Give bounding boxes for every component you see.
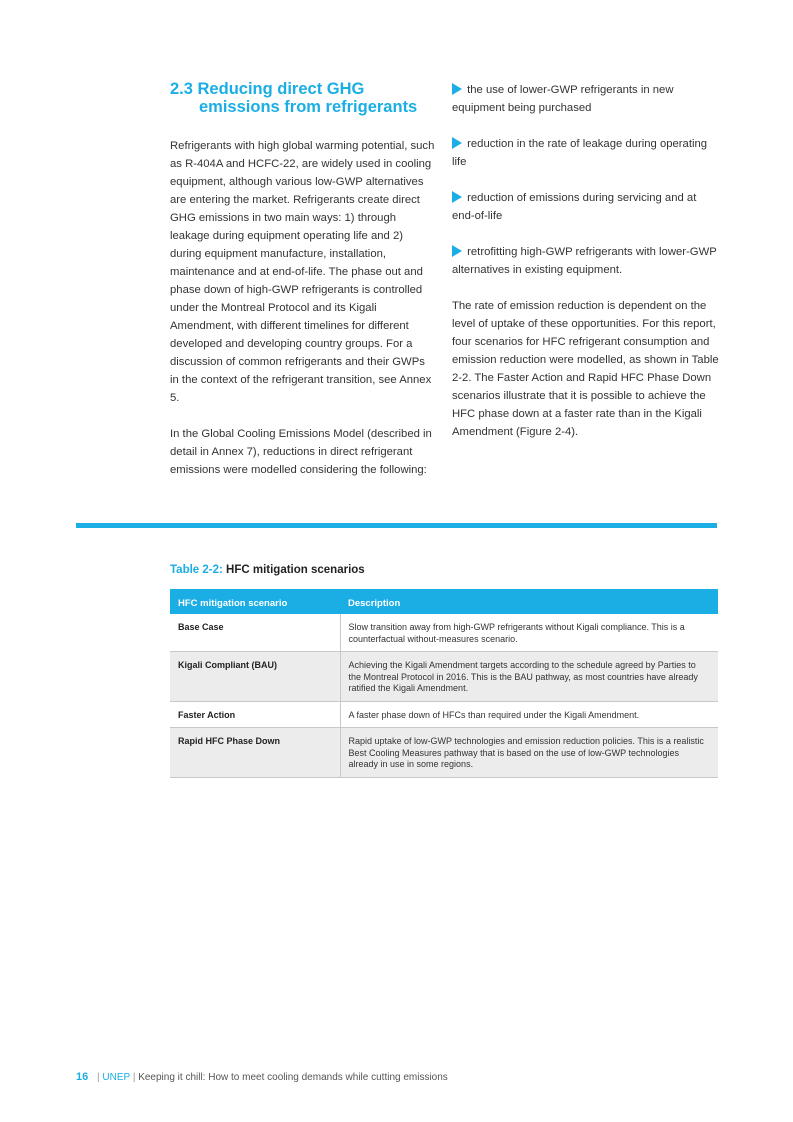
scenario-name: Base Case (170, 614, 340, 652)
table-caption (170, 564, 365, 576)
paragraph: In the Global Cooling Emissions Model (described in detail in Annex 7), reductions in direct refrigerant emissions were modelled considering the following: (170, 428, 432, 476)
scenario-description: Achieving the Kigali Amendment targets according to the schedule agreed by Parties to the Montreal Protocol in 2016. This is the BAU pathway, as most countries have already ratified the Kigali Amendment. (340, 652, 718, 702)
paragraph: Refrigerants with high global warming potential, such as R-404A and HCFC-22, are widely used in cooling equipment, although various low-GWP alternatives are entering the market. Refrigerants create direct GHG emissions in two main ways: 1) through leakage during equipment operating life and 2) during equipment manufacture, installation, maintenance and at end-of-life. The phase out and phase down of high-GWP refrigerants is controlled under the Montreal Protocol and its Kigali Amendment, with different timelines for different developed and developing country groups. For a discussion of common refrigerants and their GWPs in the context of the refrigerant transition, see Annex 5. (170, 140, 435, 404)
list-item-text: reduction in the rate of leakage during operating life (452, 138, 708, 168)
left-column (170, 137, 436, 497)
table-row (170, 614, 718, 652)
triangle-bullet-icon (452, 191, 462, 203)
footer-org: UNEP (102, 1072, 131, 1083)
scenario-name: Faster Action (170, 701, 340, 728)
paragraph: The rate of emission reduction is dependent on the level of uptake of these opportunities. For this report, four scenarios for HFC refrigerant consumption and emission reduction were modelled, as shown in Table 2-2. The Faster Action and Rapid HFC Phase Down scenarios illustrate that it is possible to achieve the HFC phase down at a faster rate than in the Kigali Amendment (Figure 2-4). (452, 300, 719, 438)
list-item-text: reduction of emissions during servicing and at end-of-life (452, 192, 697, 222)
list-item-text: the use of lower-GWP refrigerants in new equipment being purchased (452, 84, 674, 114)
right-column (452, 81, 720, 459)
footer-separator: | (97, 1072, 100, 1083)
list-item (452, 243, 720, 279)
scenario-name: Kigali Compliant (BAU) (170, 652, 340, 702)
triangle-bullet-icon (452, 245, 462, 257)
section-divider (76, 523, 717, 528)
scenario-name: Rapid HFC Phase Down (170, 728, 340, 778)
column-header-scenario: HFC mitigation scenario (170, 589, 340, 614)
section-heading-line1: 2.3 Reducing direct GHG (170, 80, 365, 98)
table-row (170, 701, 718, 728)
table-caption-title: HFC mitigation scenarios (226, 564, 365, 576)
table-row (170, 728, 718, 778)
footer-title: Keeping it chill: How to meet cooling demands while cutting emissions (138, 1072, 448, 1083)
section-heading-line2: emissions from refrigerants (199, 98, 418, 116)
footer-separator: | (132, 1072, 136, 1083)
table-header-row (170, 589, 718, 614)
scenario-description: A faster phase down of HFCs than required under the Kigali Amendment. (340, 701, 718, 728)
triangle-bullet-icon (452, 137, 462, 149)
page-footer (76, 1071, 448, 1083)
hfc-scenarios-table (170, 589, 718, 778)
column-header-description: Description (340, 589, 718, 614)
list-item-text: retrofitting high-GWP refrigerants with lower-GWP alternatives in existing equipment. (452, 246, 717, 276)
section-heading (170, 80, 430, 116)
list-item (452, 81, 720, 117)
triangle-bullet-icon (452, 83, 462, 95)
list-item (452, 135, 720, 171)
scenario-description: Rapid uptake of low-GWP technologies and emission reduction policies. This is a realistic Best Cooling Measures pathway that is based on the use of low-GWP technologies already in use in some regions. (340, 728, 718, 778)
list-item (452, 189, 720, 225)
page-number: 16 (76, 1071, 89, 1083)
table-row (170, 652, 718, 702)
scenario-description: Slow transition away from high-GWP refrigerants without Kigali compliance. This is a counterfactual without-measures scenario. (340, 614, 718, 652)
table-caption-label: Table 2-2: (170, 564, 223, 576)
